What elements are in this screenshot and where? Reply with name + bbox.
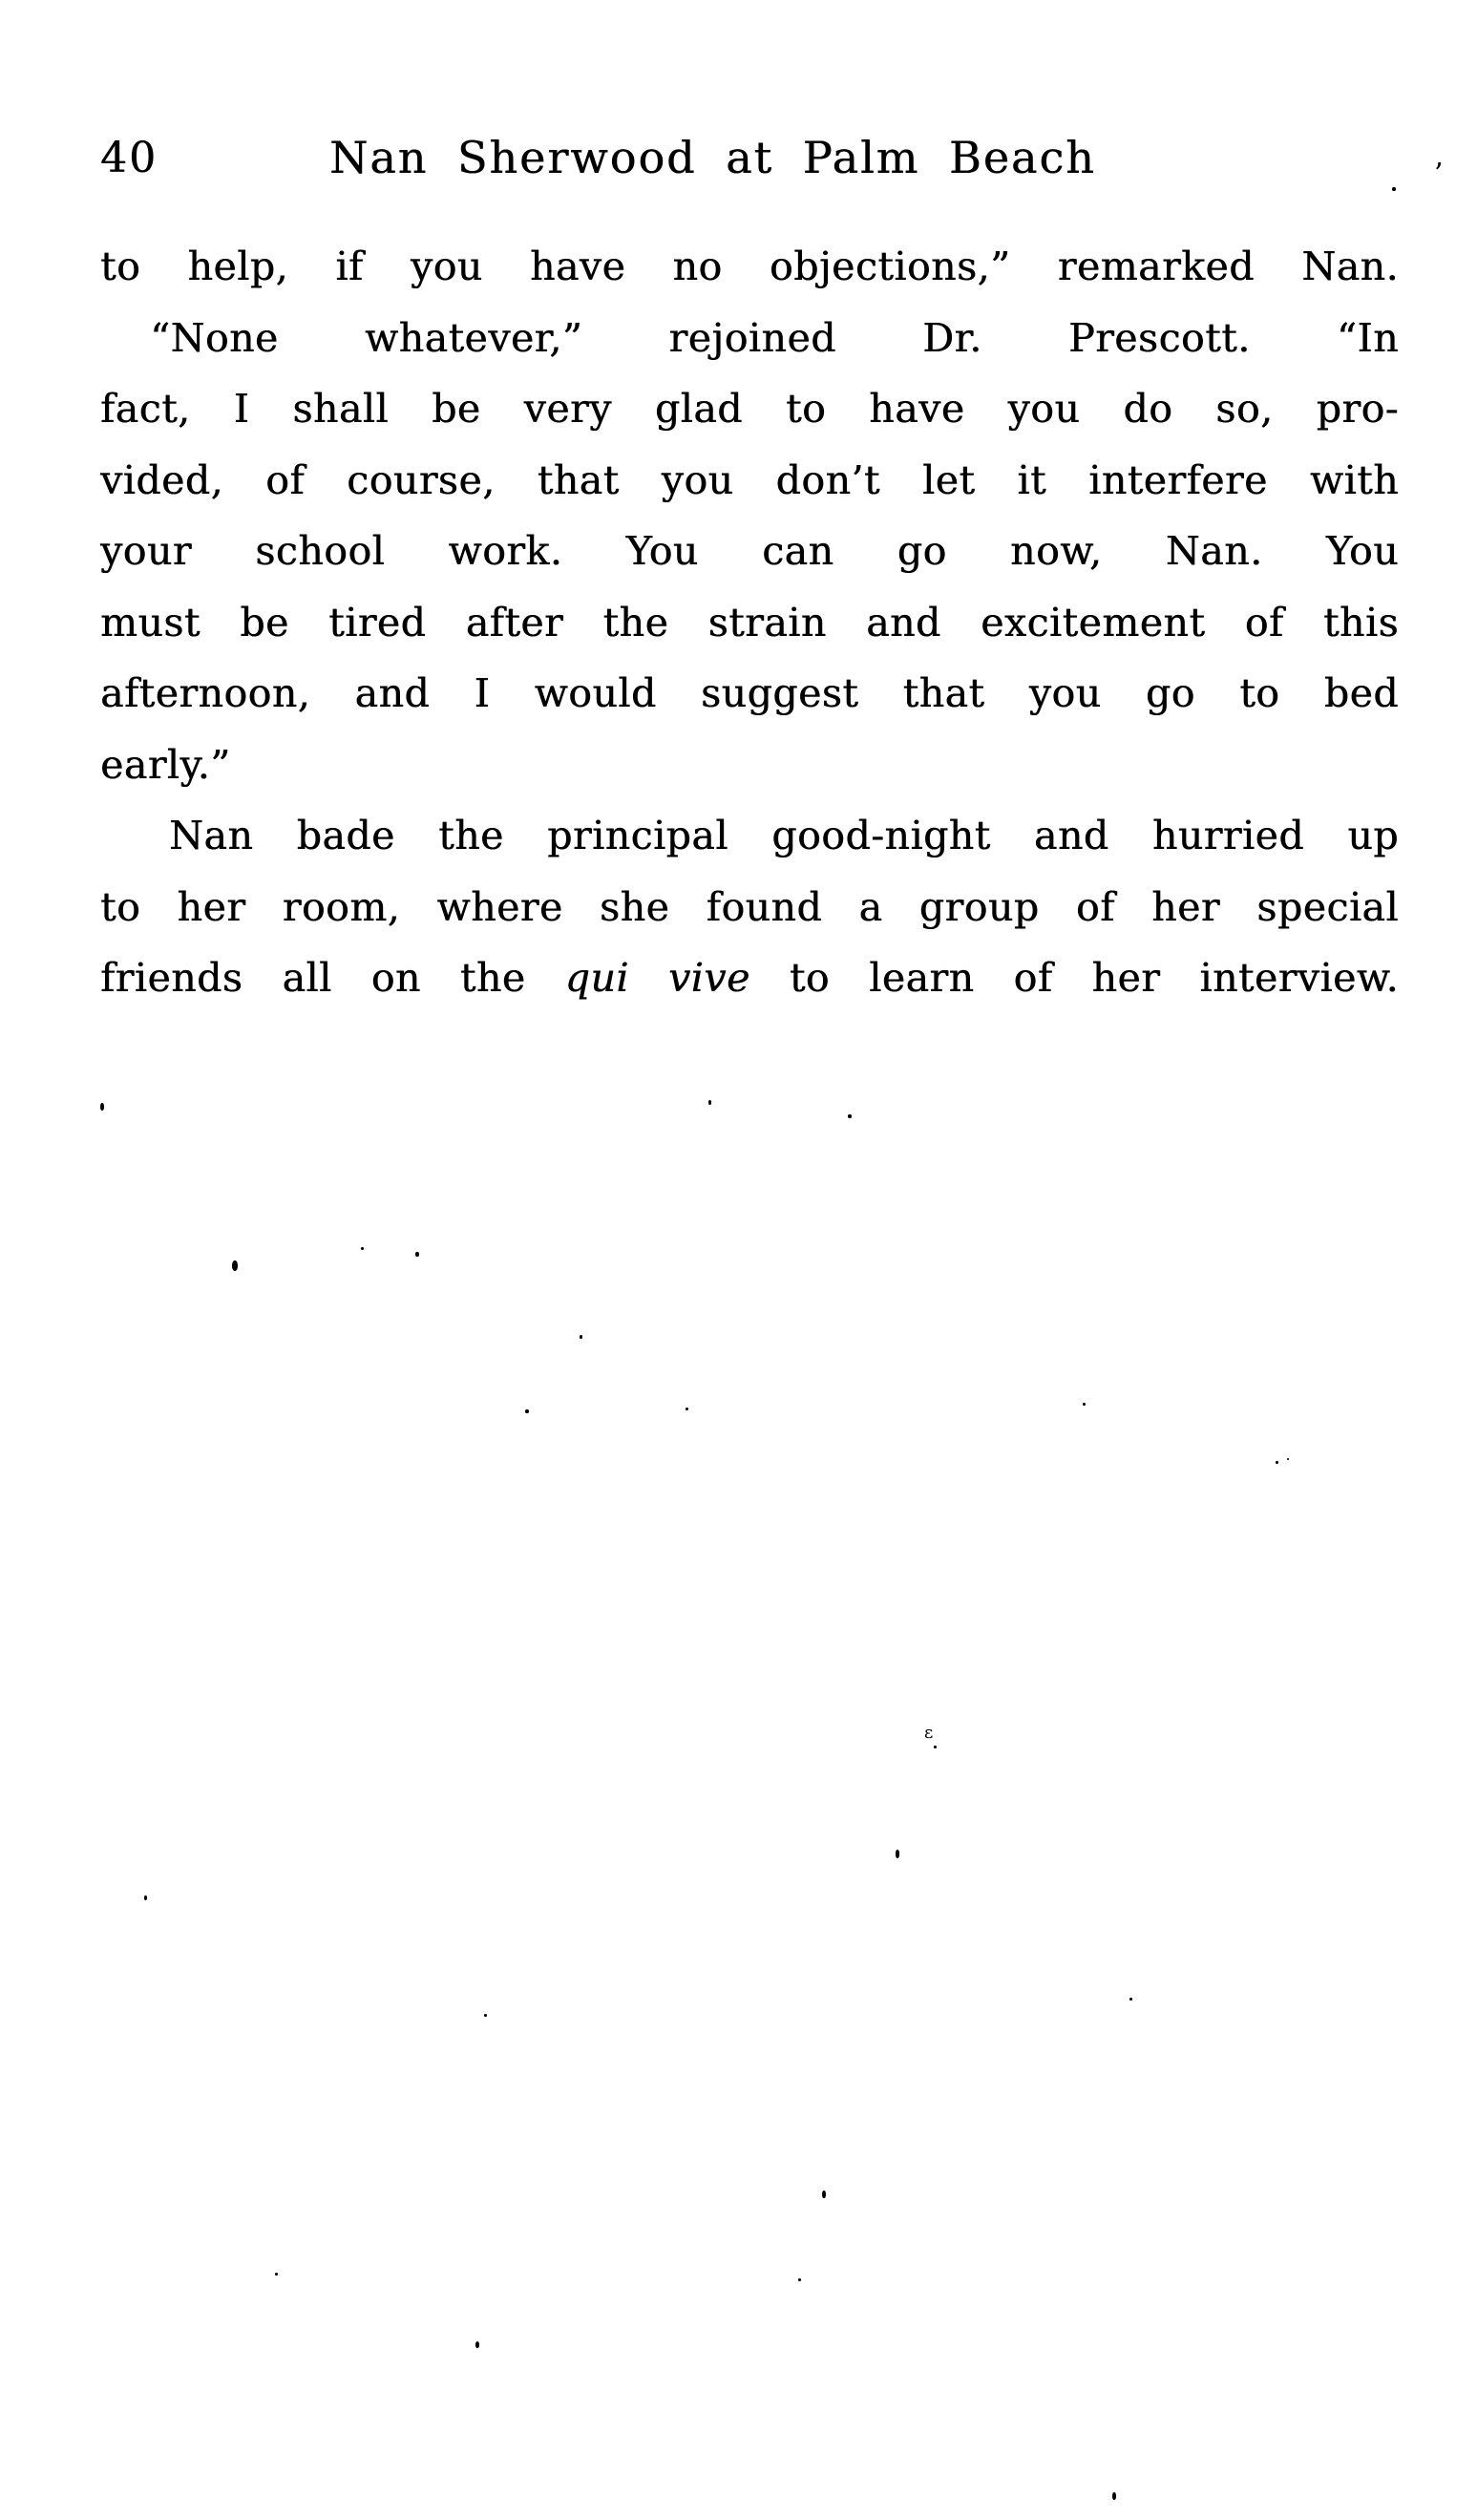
scan-speck (144, 1895, 147, 1900)
scan-speck (708, 1100, 711, 1105)
text-line (100, 587, 1399, 659)
text-run: early.” (100, 741, 231, 788)
scan-speck (798, 2278, 801, 2281)
scan-speck (934, 1746, 937, 1748)
scan-speck (1083, 1403, 1086, 1406)
text-run: to help, if you have no objections,” remarked Nan. (100, 244, 1399, 289)
scan-speck (896, 1850, 899, 1858)
scan-speck (1287, 1458, 1289, 1460)
text-run: vided, of course, that you don’t let it interfere with (100, 456, 1399, 503)
running-title: Nan Sherwood at Palm Beach (329, 132, 1096, 183)
text-line (100, 872, 1399, 943)
text-run: fact, I shall be very glad to have you do so, pro- (100, 386, 1399, 432)
scan-speck: ’ (1434, 158, 1444, 191)
scan-speck (232, 1260, 238, 1271)
text-line (100, 658, 1399, 730)
text-line (100, 373, 1399, 445)
text-line (100, 303, 1399, 374)
scan-speck (1276, 1461, 1278, 1464)
text-line (100, 730, 1399, 801)
page-header (0, 132, 1477, 189)
italic-phrase: qui vive (564, 955, 750, 1001)
page-body (100, 231, 1399, 1014)
scan-speck (275, 2273, 278, 2276)
scan-speck (1129, 1998, 1132, 2001)
scan-speck (484, 2014, 487, 2017)
page-number: 40 (100, 134, 158, 182)
text-run: must be tired after the strain and excitement of this (100, 599, 1399, 646)
scan-speck (475, 2341, 479, 2348)
text-run: your school work. You can go now, Nan. You (100, 528, 1399, 574)
text-line (100, 231, 1399, 303)
text-run: “None whatever,” rejoined Dr. Prescott. “In (150, 314, 1399, 361)
scan-speck (848, 1114, 852, 1118)
text-line (100, 800, 1399, 872)
text-run: to learn of her interview. (749, 955, 1400, 1001)
text-run: Nan bade the principal good-night and hurried up (169, 813, 1399, 858)
text-line (100, 516, 1399, 587)
scan-speck (100, 1103, 104, 1111)
scan-speck (1112, 2492, 1116, 2500)
scan-speck (525, 1409, 529, 1413)
text-run: friends all on the (100, 955, 565, 1001)
scan-speck: ε (924, 1723, 934, 1743)
text-line (100, 445, 1399, 517)
scan-speck (580, 1335, 582, 1339)
text-run: to her room, where she found a group of her special (100, 883, 1399, 930)
scan-speck (361, 1247, 364, 1250)
scan-speck (686, 1408, 688, 1410)
text-run: afternoon, and I would suggest that you go to bed (100, 670, 1399, 716)
scan-speck (822, 2191, 826, 2198)
text-line (100, 942, 1399, 1014)
scan-speck (415, 1252, 419, 1257)
